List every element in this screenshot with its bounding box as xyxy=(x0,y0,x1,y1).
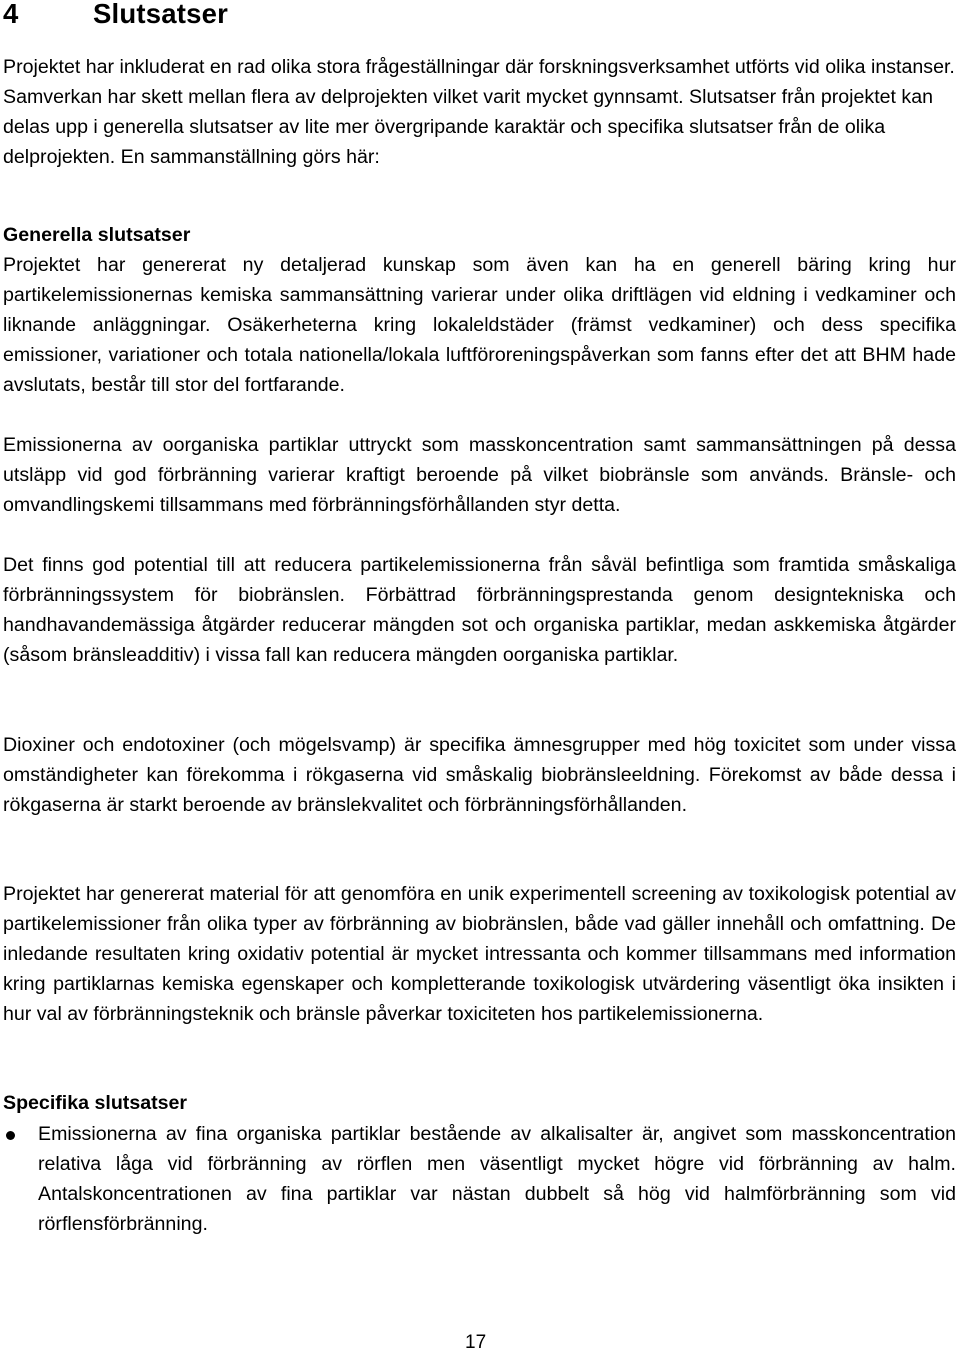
intro-paragraph: Projektet har inkluderat en rad olika stora frågeställningar där forskningsverksamhet utförts vid olika instanser. Samverkan har skett mellan flera av delprojekten vilket varit mycket gynnsamt. Slutsatser från projektet kan delas upp i generella slutsatser av lite mer övergripande karaktär och specifika slutsatser från de olika delprojekten. En sammanställning görs här: xyxy=(3,56,955,168)
general-paragraph-1: Projektet har genererat ny detaljerad kunskap som även kan ha en generell bäring kring hur partikelemissionernas kemiska sammansättning varierar under olika driftlägen vid eldning i vedkaminer och liknande anläggningar. Osäkerheterna kring lokaleldstäder (främst vedkaminer) och dess specifika emissioner, variationer och totala nationella/lokala luftföroreningspåverkan som fanns efter det att BHM hade avslutats, består till stor del fortfarande. xyxy=(3,254,956,396)
general-paragraph-5: Projektet har genererat material för att genomföra en unik experimentell screening av toxikologisk potential av partikelemissioner från olika typer av förbränning av biobränslen, både vad gäller innehåll och omfattning. De inledande resultaten kring oxidativ potential är mycket intressanta och kommer tillsammans med information kring partiklarnas kemiska egenskaper och kompletterande toxikologisk utvärdering väsentligt öka insikten i hur val av förbränningsteknik och bränsle påverkar toxiciteten hos partikelemissionerna. xyxy=(3,883,956,1025)
general-conclusions-heading: Generella slutsatser xyxy=(3,224,191,246)
specific-conclusions-heading: Specifika slutsatser xyxy=(3,1092,188,1114)
chapter-number: 4 xyxy=(3,0,19,29)
bullet-icon xyxy=(6,1131,15,1140)
page-number: 17 xyxy=(465,1332,487,1353)
chapter-heading xyxy=(3,0,228,30)
general-paragraph-4: Dioxiner och endotoxiner (och mögelsvamp) är specifika ämnesgrupper med hög toxicitet som under vissa omständigheter kan förekomma i rökgaserna vid småskalig biobränsleeldning. Förekomst av både dessa i rökgaserna är starkt beroende av bränslekvalitet och förbränningsförhållanden. xyxy=(3,734,956,816)
general-paragraph-2: Emissionerna av oorganiska partiklar uttryckt som masskoncentration samt sammansättningen på dessa utsläpp vid god förbränning varierar kraftigt beroende på vilket biobränsle som används. Bränsle- och omvandlingskemi tillsammans med förbränningsförhållanden styr detta. xyxy=(3,434,956,516)
chapter-title: Slutsatser xyxy=(93,0,228,29)
specific-bullet-text: Emissionerna av fina organiska partiklar bestående av alkalisalter är, angivet som masskoncentration relativa låga vid förbränning av rörflen men väsentligt mycket högre vid förbränning av halm. Antalskoncentrationen av fina partiklar var nästan dubbelt så hög vid halmförbränning som vid rörflensförbränning. xyxy=(38,1123,956,1235)
general-paragraph-3: Det finns god potential till att reducera partikelemissionerna från såväl befintliga som framtida småskaliga förbränningssystem för biobränslen. Förbättrad förbränningsprestanda genom designtekniska och handhavandemässiga åtgärder reducerar mängden sot och organiska partiklar, medan askkemiska åtgärder (såsom bränsleadditiv) i vissa fall kan reducera mängden oorganiska partiklar. xyxy=(3,554,956,666)
